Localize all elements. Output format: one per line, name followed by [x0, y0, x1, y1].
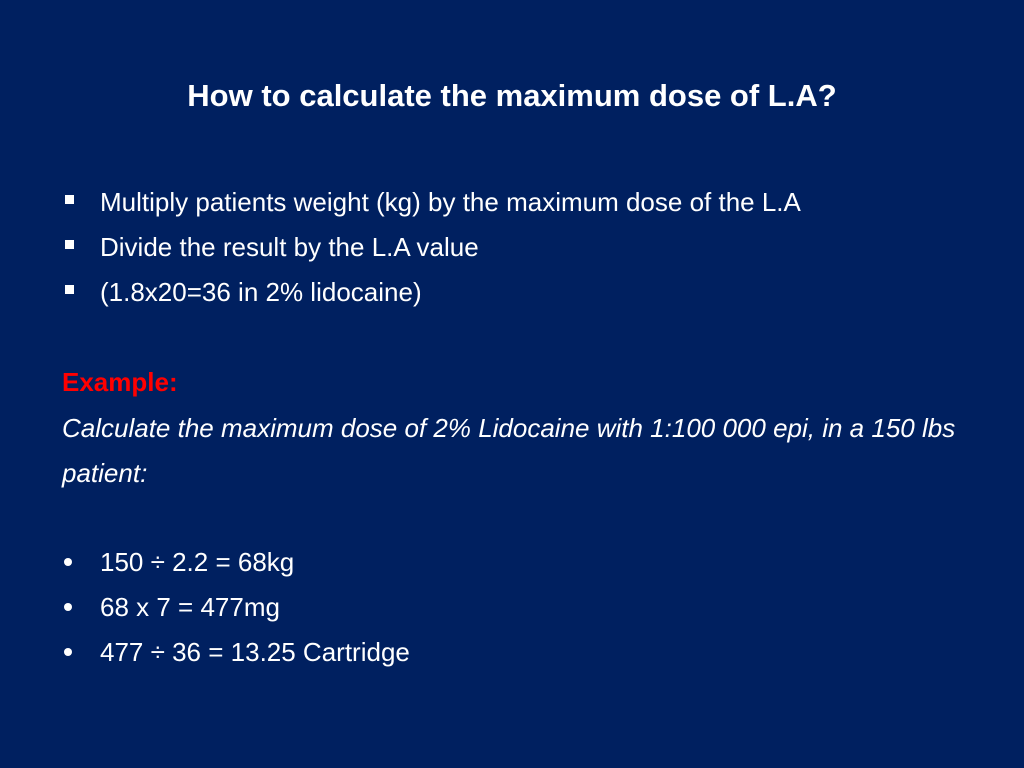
- calculations-list: [62, 542, 410, 677]
- step-text: (1.8x20=36 in 2% lidocaine): [100, 277, 422, 307]
- calculation-item: [62, 587, 410, 632]
- example-text: Calculate the maximum dose of 2% Lidocaine with 1:100 000 epi, in a 150 lbs patient:: [62, 413, 956, 488]
- step-item: [62, 227, 801, 272]
- calculation-item: [62, 542, 410, 587]
- round-bullet-icon: [64, 558, 72, 566]
- round-bullet-icon: [64, 603, 72, 611]
- square-bullet-icon: [65, 285, 74, 294]
- step-text: Divide the result by the L.A value: [100, 232, 479, 262]
- calculation-text: 477 ÷ 36 = 13.25 Cartridge: [100, 637, 410, 667]
- square-bullet-icon: [65, 240, 74, 249]
- step-item: [62, 182, 801, 227]
- round-bullet-icon: [64, 648, 72, 656]
- calculation-text: 68 x 7 = 477mg: [100, 592, 280, 622]
- example-label: Example:: [62, 367, 178, 397]
- square-bullet-icon: [65, 195, 74, 204]
- step-item: [62, 272, 801, 317]
- calculation-text: 150 ÷ 2.2 = 68kg: [100, 547, 295, 577]
- step-text: Multiply patients weight (kg) by the maximum dose of the L.A: [100, 187, 801, 217]
- calculation-item: [62, 632, 410, 677]
- steps-list: [62, 182, 801, 317]
- slide-title: How to calculate the maximum dose of L.A?: [187, 78, 837, 113]
